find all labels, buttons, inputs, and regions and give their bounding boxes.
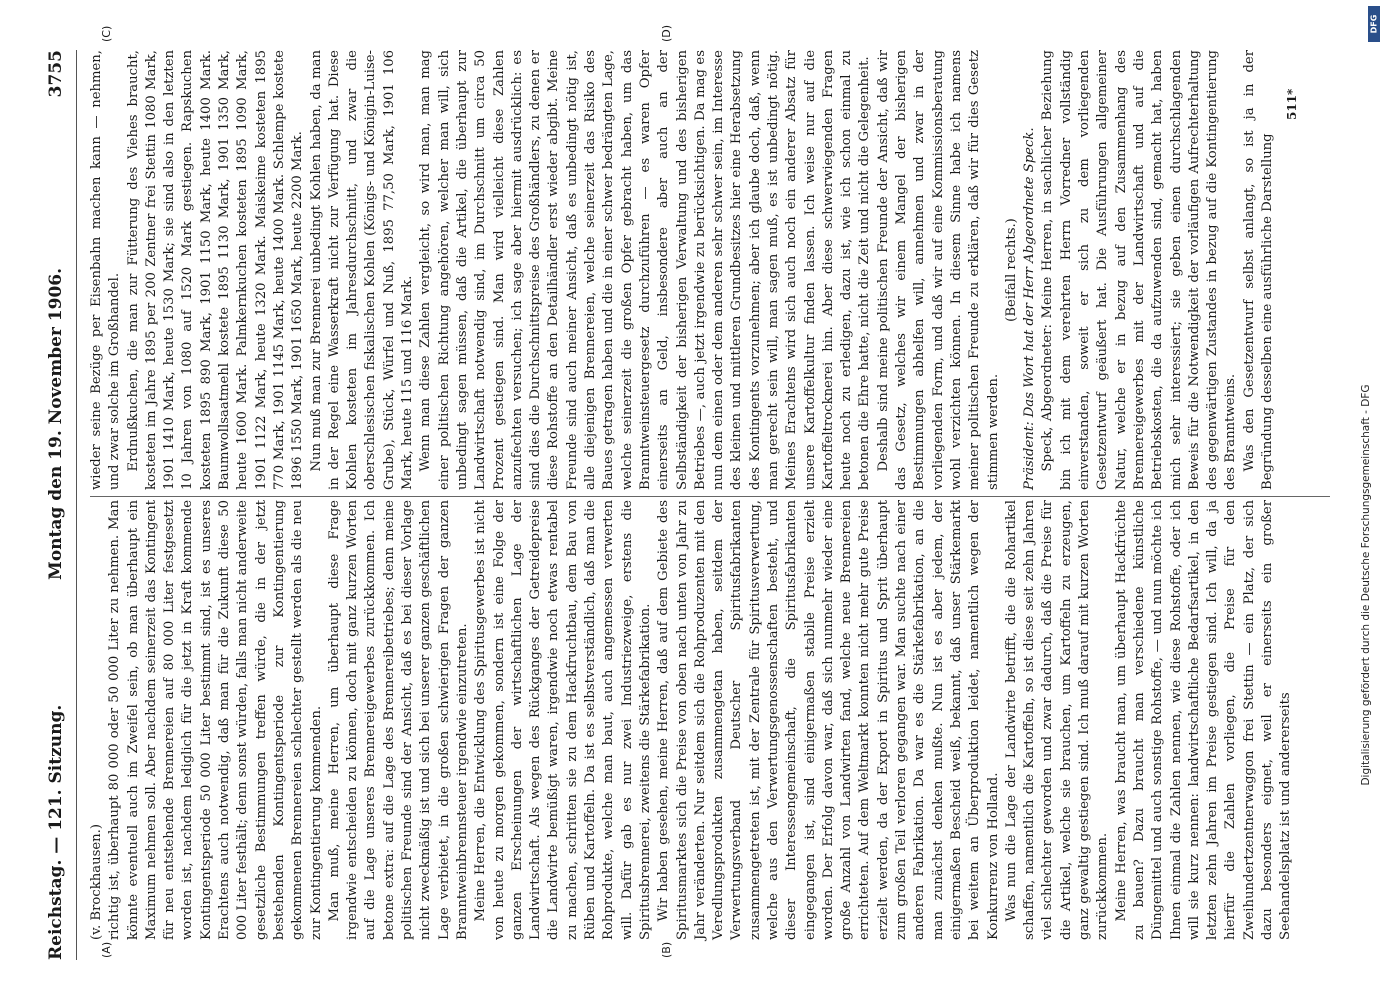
speck-paragraph: Speck, Abgeordneter: Meine Herren, in sachlicher Beziehung bin ich mit dem verehrten Herrn Vorredner vollständig einverstanden, soweit er sich zu dem vorliegenden Gesetzentwurf geäußert hat. Die Ausführungen allgemeiner Natur, welche er in bezug auf den Zusammenhang des Brennereigewerbes mit der Landwirtschaft und auf die Betriebskosten, die da aufzuwenden sind, gemacht hat, haben mich sehr interessiert; sie geben einen durchschlagenden Beweis für die Notwendigkeit der vorläufigen Aufrechterhaltung des gegenwärtigen Zustandes in bezug auf die Kontingentierung des Branntweins. [1040, 50, 1239, 490]
left-paragraph: richtig ist, überhaupt 80 000 oder 50 000 Liter zu nehmen. Man könnte eventuell auch im Zweifel sein, ob man überhaupt ein Maximum nehmen soll. Aber nachdem seinerzeit das Kontingent für neu entstehende Brennereien auf 80 000 Liter festgesetzt worden ist, nachdem lediglich für die jetzt in Kraft kommende Kontingentsperiode 50 000 Liter bestimmt sind, ist es unseres Erachtens auch notwendig, daß man für die Zukunft diese 50 000 Liter festhält; denn sonst würden, falls man nicht anderweite gesetzliche Bestimmungen treffen würde, die in der jetzt bestehenden Kontingentsperiode zur Kontingentierung gekommenen Brennereien schlechter gestellt werden als die neu zur Kontingentierung kommenden. [107, 500, 324, 940]
left-paragraph: Meine Herren, die Entwicklung des Spiritusgewerbes ist nicht von heute zu morgen gekommen, sondern ist eine Folge der ganzen Erscheinungen der wirtschaftlichen Lage der Landwirtschaft. Als wegen des Rückganges der Getreidepreise die Landwirte bemüßigt waren, irgendwie noch etwas rentabel zu machen, schritten sie zu dem Hackfruchtbau, dem Bau von Rüben und Kartoffeln. Da ist es selbstverständlich, daß man die Rohprodukte, welche man baut, auch angemessen verwerten will. Dafür gab es nur zwei Industriezweige, erstens die Spiritusbrennerei, zweitens die Stärkefabrikation. [473, 500, 653, 940]
page-header [46, 50, 76, 960]
speaker-label: (v. Brockhausen.) [89, 824, 104, 940]
left-paragraph: Wir haben gesehen, meine Herren, daß auf dem Gebiete des Spiritusmarktes sich die Preise von oben nach unten von Jahr zu Jahr veränderten. Nur seitdem sich die Rohproduzenten mit den Veredlungsprodukten zusammengetan haben, seitdem der Verwertungsverband Deutscher Spiritusfabrikanten zusammengetreten ist, mit der Zentrale für Spiritusverwertung, welche aus den Verwertungsgenossenschaften besteht, und dieser Interessengemeinschaft, die Spiritusfabrikanten eingegangen ist, sind einigermaßen stabile Preise erzielt worden. Der Erfolg davon war, daß sich nunmehr wieder eine große Anzahl von Landwirten fand, welche neue Brennereien errichteten. Auf dem Weltmarkt konnten nicht mehr gute Preise erzielt werden, da der Export in Spiritus und Sprit überhaupt zum großen Teil verloren gegangen war. Man suchte nach einer anderen Fabrikation. Da war es die Stärkefabrikation, an die man zunächst denken mußte. Nun ist es aber jedem, der einigermaßen Bescheid weiß, bekannt, daß unser Stärkemarkt bei weitem an Überproduktion leidet, namentlich wegen der Konkurrenz von Holland. [656, 500, 1001, 940]
digitization-credit [1349, 0, 1383, 1000]
dfg-logo [1368, 6, 1380, 42]
left-paragraph: Was nun die Lage der Landwirte betrifft, die die Rohartikel schaffen, namentlich die Kartoffeln, so ist diese seit zehn Jahren viel schlechter geworden und zwar dadurch, daß die Preise für die Artikel, welche sie brauchen, um Kartoffeln zu erzeugen, ganz gewaltig gestiegen sind. Ich muß darauf mit kurzen Worten zurückkommen. [1003, 500, 1111, 940]
header-page-number: 3755 [46, 50, 66, 98]
credit-text: Digitalisierung gefördert durch die Deutsche Forschungsgemeinschaft - DFG [1360, 384, 1372, 786]
president-line: Präsident: Das Wort hat der Herr Abgeordnete Speck. [1022, 127, 1038, 490]
right-column [88, 50, 1278, 490]
column-divider [90, 496, 1330, 497]
speck-paragraph: Was den Gesetzentwurf selbst anlangt, so ist ja in der Begründung desselben eine ausführliche Darstellung [1241, 50, 1275, 490]
marker-b: (B) [660, 941, 673, 958]
applause-note: (Beifall rechts.) [1003, 218, 1019, 322]
dfg-logo-text: DFG [1369, 14, 1379, 34]
header-rule [76, 50, 77, 960]
left-paragraph: Man muß, meine Herren, um überhaupt diese Frage irgendwie entscheiden zu können, doch mit ganz kurzen Worten auf die Lage unseres Brennereigewerbes zurückkommen. Ich betone extra: auf die Lage des Brennereibetriebes; denn meine politischen Freunde sind der Ansicht, daß es bei dieser Vorlage nicht zweckmäßig ist und sich bei unserer ganzen geschäftlichen Lage verbietet, in die großen schwierigen Fragen der ganzen Branntweinbrennsteuer irgendwie einzutreten. [326, 500, 470, 940]
right-paragraph: Wenn man diese Zahlen vergleicht, so wird man, man mag einer politischen Richtung angehören, welcher man will, sich unbedingt sagen müssen, daß die Artikel, die überhaupt zur Landwirtschaft notwendig sind, im Durchschnitt um circa 50 Prozent gestiegen sind. Man wird vielleicht diese Zahlen anzufechten versuchen; ich sage aber hiermit ausdrücklich: es sind dies die Durchschnittspreise des Großhändlers, zu denen er diese Rohstoffe an den Detailhändler erst wieder abgibt. Meine Freunde sind auch meiner Ansicht, daß es unbedingt nötig ist, alle diejenigen Brennereien, welche seinerzeit das Risiko des Baues getragen haben und die in einer schwer bedrängten Lage, welche seinerzeit die großen Opfer gebracht haben, um das Branntweinsteuergesetz durchzuführen — es waren Opfer einerseits an Geld, insbesondere aber auch an der Selbständigkeit der bisherigen Verwaltung und des bisherigen Betriebes —, auch jetzt irgendwie zu berücksichtigen. Da mag es nun dem einen oder dem anderen sehr schwer sein, im Interesse des kleinen und mittleren Grundbesitzes hier eine Herabsetzung des Kontingents vorzunehmen; aber ich glaube doch, daß, wenn man gerecht sein will, man sagen muß, es ist unbedingt nötig. Meines Erachtens wird sich auch noch ein anderer Absatz für unsere Kartoffelkultur finden lassen. Ich weise nur auf die Kartoffeltrocknerei hin. Aber diese schwerwiegenden Fragen heute noch zu erledigen, dazu ist, wie ich schon einmal zu betonen die Ehre hatte, nicht die Zeit und nicht die Gelegenheit. [418, 50, 873, 490]
right-paragraph: Erdnußkuchen, die man zur Fütterung des Viehes braucht, kosteten im Jahre 1895 per 200 Zentner frei Stettin 1080 Mark, 1901 1410 Mark, heute 1530 Mark; sie sind also in den letzten 10 Jahren von 1080 auf 1520 Mark gestiegen. Rapskuchen kosteten 1895 890 Mark, 1901 1150 Mark, heute 1400 Mark. Baumwollsaatmehl kostete 1895 1130 Mark, 1901 1350 Mark, heute 1600 Mark. Palmkernkuchen kosteten 1895 1090 Mark, 1901 1122 Mark, heute 1320 Mark. Maiskeime kosteten 1895 770 Mark, 1901 1145 Mark, heute 1400 Mark. Schlempe kostete 1896 1550 Mark, 1901 1650 Mark, heute 2200 Mark. [125, 50, 306, 490]
left-column [88, 500, 1294, 940]
header-center: Montag den 19. November 1906. [46, 267, 66, 580]
right-paragraph: wieder seine Bezüge per Eisenbahn machen kann — nehmen, und zwar solche im Großhandel. [89, 50, 123, 490]
header-left: Reichstag. — 121. Sitzung. [46, 704, 66, 960]
marker-d: (D) [660, 24, 673, 42]
marker-c: (C) [100, 25, 113, 42]
left-paragraph: Meine Herren, was braucht man, um überhaupt Hackfrüchte zu bauen? Dazu braucht man verschiedene künstliche Düngemittel und auch sonstige Rohstoffe, — und nun möchte ich Ihnen einmal die Zahlen nennen, wie diese Rohstoffe, oder ich will sie kurz nennen: landwirtschaftliche Bedarfsartikel, in den letzten zehn Jahren im Preise gestiegen sind. Ich will, da ja hierfür die Zahlen vorliegen, die Preise für den Zweihundertzentnerwaggon frei Stettin — ein Platz, der sich dazu besonders eignet, weil er einerseits ein großer Seehandelsplatz ist und andererseits [1113, 500, 1294, 940]
right-paragraph: Nun muß man zur Brennerei unbedingt Kohlen haben, da man in der Regel eine Wasserkraft nicht zur Verfügung hat. Diese Kohlen kosteten im Jahresdurchschnitt, und zwar die oberschlesischen fiskalischen Kohlen (Königs- und Königin-Luise-Grube), Stück, Würfel und Nuß, 1895 77,50 Mark, 1901 106 Mark, heute 115 und 116 Mark. [308, 50, 416, 490]
signature-number: 511* [1285, 88, 1299, 120]
right-paragraph: Deshalb sind meine politischen Freunde der Ansicht, daß wir das Gesetz, welches wir einem Mangel der bisherigen Bestimmungen abhelfen will, annehmen und zwar in der vorliegenden Form, und daß wir auf eine Kommissionsberatung wohl verzichten können. In diesem Sinne habe ich namens meiner politischen Freunde zu erklären, daß wir für dies Gesetz stimmen werden. [875, 50, 1001, 490]
marker-a: (A) [100, 941, 113, 958]
